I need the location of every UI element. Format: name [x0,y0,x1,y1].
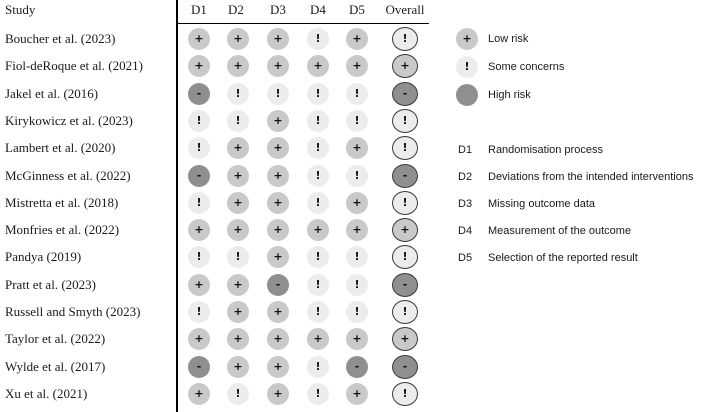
judgement-d5-some-icon: ! [346,274,368,296]
judgement-d4-low-icon: + [307,219,329,241]
judgement-overall-low-icon: + [392,54,418,78]
judgement-overall-some-icon: ! [392,109,418,133]
judgement-d5-low-icon: + [346,219,368,241]
judgement-d3-low-icon: + [267,246,289,268]
study-name: Taylor et al. (2022) [5,331,106,347]
legend-high-risk-label: High risk [488,89,531,101]
legend-domain-code: D4 [458,225,473,237]
judgement-d5-some-icon: ! [346,301,368,323]
study-name: Mistretta et al. (2018) [5,194,119,210]
study-name: Monfries et al. (2022) [5,222,120,238]
legend-some-concerns-label: Some concerns [488,61,565,73]
legend-domain-code: D3 [458,198,473,210]
judgement-d5-low-icon: + [346,55,368,77]
study-name: McGinness et al. (2022) [5,167,131,183]
judgement-overall-some-icon: ! [392,300,418,324]
judgement-d5-low-icon: + [346,137,368,159]
table-header-divider [176,23,429,24]
judgement-d1-low-icon: + [188,219,210,241]
legend-domain-desc: Deviations from the intended interventions [488,171,694,183]
judgement-d1-low-icon: + [188,55,210,77]
column-header-d3: D3 [270,2,286,17]
study-name: Pandya (2019) [5,249,82,265]
judgement-d2-low-icon: + [227,274,249,296]
legend-domain-code: D2 [458,171,473,183]
judgement-d4-some-icon: ! [307,192,329,214]
judgement-d3-low-icon: + [267,55,289,77]
study-name: Kirykowicz et al. (2023) [5,112,133,128]
judgement-d4-some-icon: ! [307,383,329,405]
judgement-d5-low-icon: + [346,328,368,350]
judgement-d1-high-icon: - [188,83,210,105]
judgement-d5-low-icon: + [346,383,368,405]
judgement-d1-high-icon: - [188,165,210,187]
judgement-d3-some-icon: ! [267,83,289,105]
judgement-d3-low-icon: + [267,356,289,378]
study-name: Lambert et al. (2020) [5,140,116,156]
judgement-d1-low-icon: + [188,328,210,350]
judgement-d5-some-icon: ! [346,110,368,132]
judgement-d2-low-icon: + [227,55,249,77]
study-name: Russell and Smyth (2023) [5,304,141,319]
judgement-d4-some-icon: ! [307,356,329,378]
judgement-d4-some-icon: ! [307,28,329,50]
judgement-d4-some-icon: ! [307,246,329,268]
judgement-d1-low-icon: + [188,274,210,296]
judgement-d3-low-icon: + [267,219,289,241]
judgement-d4-some-icon: ! [307,301,329,323]
judgement-d4-some-icon: ! [307,274,329,296]
judgement-d3-low-icon: + [267,137,289,159]
judgement-overall-high-icon: - [392,355,418,379]
study-name: Pratt et al. (2023) [5,276,96,292]
judgement-d3-low-icon: + [267,192,289,214]
judgement-d2-low-icon: + [227,328,249,350]
judgement-d5-some-icon: ! [346,165,368,187]
study-name: Wylde et al. (2017) [5,358,106,374]
legend-high-risk-icon [456,84,478,106]
judgement-d5-low-icon: + [346,28,368,50]
judgement-d2-some-icon: ! [227,83,249,105]
study-name: Xu et al. (2021) [5,385,88,401]
study-name: Jakel et al. (2016) [5,85,99,101]
legend-some-concerns-icon: ! [456,56,478,78]
study-name: Boucher et al. (2023) [5,31,116,46]
judgement-d1-low-icon: + [188,383,210,405]
judgement-overall-some-icon: ! [392,382,418,406]
judgement-d1-low-icon: + [188,28,210,50]
judgement-d4-low-icon: + [307,328,329,350]
judgement-d1-some-icon: ! [188,192,210,214]
judgement-d4-some-icon: ! [307,83,329,105]
table-vertical-divider [176,0,178,412]
judgement-d1-high-icon: - [188,356,210,378]
legend-domain-code: D1 [458,144,473,156]
judgement-overall-high-icon: - [392,273,418,297]
column-header-d2: D2 [228,2,244,17]
judgement-d3-low-icon: + [267,110,289,132]
judgement-overall-low-icon: + [392,218,418,242]
column-header-d1: D1 [191,2,207,17]
judgement-d5-low-icon: + [346,192,368,214]
judgement-d5-high-icon: - [346,356,368,378]
judgement-d3-low-icon: + [267,28,289,50]
judgement-d2-low-icon: + [227,356,249,378]
judgement-overall-some-icon: ! [392,191,418,215]
study-name: Fiol-deRoque et al. (2021) [5,58,143,74]
judgement-overall-low-icon: + [392,327,418,351]
judgement-d4-low-icon: + [307,55,329,77]
judgement-d2-low-icon: + [227,28,249,50]
column-header-d4: D4 [310,2,326,17]
column-header-d5: D5 [349,2,365,17]
legend-domain-desc: Missing outcome data [488,198,595,210]
judgement-overall-high-icon: - [392,82,418,106]
judgement-d5-some-icon: ! [346,246,368,268]
judgement-d3-low-icon: + [267,301,289,323]
judgement-d4-some-icon: ! [307,110,329,132]
judgement-overall-some-icon: ! [392,245,418,269]
legend-domain-desc: Measurement of the outcome [488,225,632,237]
judgement-overall-some-icon: ! [392,27,418,51]
legend-domain-desc: Randomisation process [488,144,603,156]
judgement-d2-low-icon: + [227,165,249,187]
judgement-d1-some-icon: ! [188,137,210,159]
judgement-d2-low-icon: + [227,192,249,214]
judgement-d1-some-icon: ! [188,301,210,323]
column-header-overall: Overall [385,2,425,17]
judgement-d2-some-icon: ! [227,383,249,405]
judgement-d2-low-icon: + [227,219,249,241]
judgement-overall-some-icon: ! [392,136,418,160]
judgement-d1-some-icon: ! [188,246,210,268]
legend-low-risk-label: Low risk [488,33,529,45]
judgement-d3-low-icon: + [267,328,289,350]
judgement-d4-some-icon: ! [307,165,329,187]
judgement-d3-low-icon: + [267,165,289,187]
legend-low-risk-icon: + [456,28,478,50]
judgement-d3-high-icon: - [267,274,289,296]
judgement-d5-some-icon: ! [346,83,368,105]
judgement-d3-low-icon: + [267,383,289,405]
judgement-d2-some-icon: ! [227,110,249,132]
judgement-d2-low-icon: + [227,137,249,159]
legend-domain-code: D5 [458,252,473,264]
judgement-d1-some-icon: ! [188,110,210,132]
judgement-d2-low-icon: + [227,301,249,323]
column-header-study: Study [5,2,36,17]
judgement-overall-high-icon: - [392,164,418,188]
legend-domain-desc: Selection of the reported result [488,252,638,264]
judgement-d4-some-icon: ! [307,137,329,159]
judgement-d2-some-icon: ! [227,246,249,268]
